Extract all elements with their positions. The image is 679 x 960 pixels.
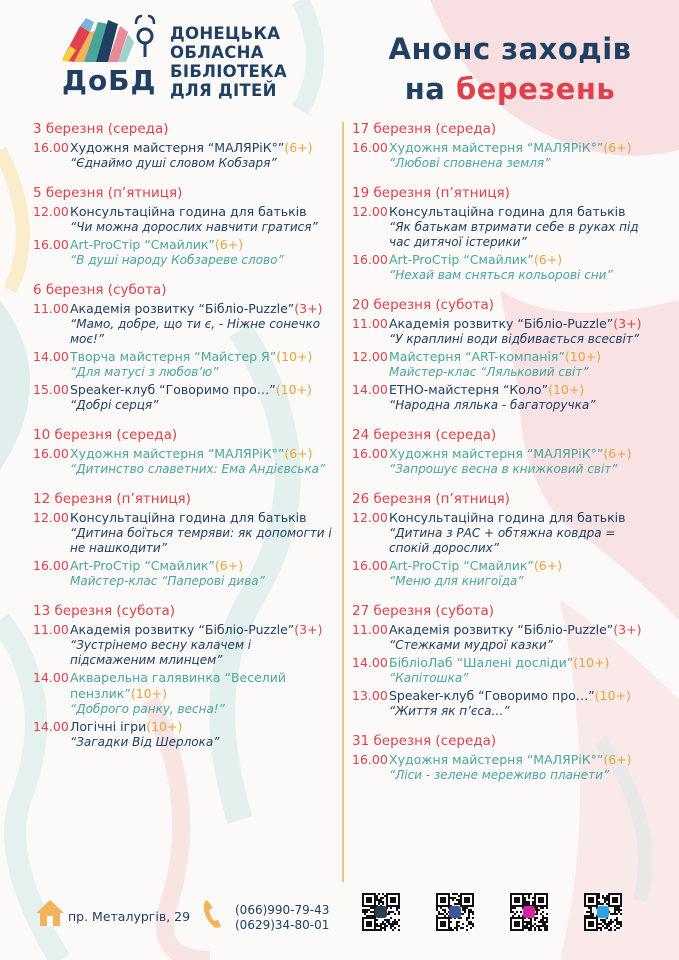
day-date: 27 березня (субота) (352, 603, 495, 619)
event-title: Логічні ігри (70, 719, 147, 734)
event-item (352, 316, 652, 347)
day-block (33, 603, 338, 750)
event-subtitle: “Мамо, добре, що ти є, - Ніжне сонечко моє!” (70, 317, 321, 346)
event-age: (6+) (533, 252, 563, 267)
day-block (352, 427, 652, 477)
event-time: 12.00 (352, 349, 388, 364)
event-item (352, 446, 652, 477)
day-date: 6 березня (субота) (33, 282, 167, 298)
event-title-line (389, 510, 652, 526)
event-title-line (70, 382, 338, 398)
event-time: 14.00 (352, 382, 388, 397)
day-date: 26 березня (п’ятниця) (352, 491, 510, 507)
event-age: (3+) (294, 622, 323, 637)
event-subtitle: “Ліси - зелене мереживо планети” (389, 768, 610, 782)
telegram-icon (597, 906, 609, 918)
day-block (33, 282, 338, 413)
phone-numbers (235, 903, 329, 933)
event-title-line (389, 446, 652, 462)
event-subtitle: “Чи можна дорослих навчити гратися” (70, 220, 318, 234)
event-title-line (70, 301, 338, 317)
event-time: 12.00 (352, 510, 388, 525)
event-title: Художня майстерня “МАЛЯРіК°” (389, 752, 604, 767)
event-time: 16.00 (352, 446, 388, 461)
event-item (352, 510, 652, 556)
qr-website-code[interactable] (362, 893, 400, 938)
event-time: 12.00 (33, 510, 69, 525)
subtitle-month: березень (455, 72, 616, 106)
event-item (352, 752, 652, 783)
event-title: Art-ProСтір “Смайлик” (389, 252, 534, 267)
day-date: 17 березня (середа) (352, 121, 497, 137)
event-title-line (70, 140, 338, 156)
logo-wordmark: ДоБД (62, 64, 157, 97)
event-time: 12.00 (352, 204, 388, 219)
event-age: (6+) (533, 558, 563, 573)
event-title: Акварельна галявинка “Веселий пензлик” (70, 670, 287, 701)
qr-facebook-code[interactable] (436, 893, 474, 938)
event-item (33, 510, 338, 556)
instagram-icon (523, 906, 535, 918)
event-title: Художня майстерня “МАЛЯРіК°” (70, 140, 285, 155)
event-title-line (70, 510, 338, 526)
phone-number[interactable]: (0629)34-80-01 (235, 918, 330, 932)
event-item (352, 622, 652, 653)
event-title: Консультаційна година для батьків (70, 204, 307, 219)
event-title: Академія розвитку “Бібліо-Puzzle” (389, 316, 614, 331)
event-title-line (70, 349, 338, 365)
address-text: пр. Металургів, 29 (68, 909, 191, 924)
library-name-line: ДОНЕЦЬКА (170, 24, 281, 43)
column-divider (342, 122, 344, 882)
event-title-line (70, 558, 338, 574)
event-title: Art-ProСтір “Смайлик” (70, 558, 215, 573)
event-time: 11.00 (33, 301, 69, 316)
event-title-line (389, 558, 652, 574)
day-block (33, 185, 338, 268)
event-item (33, 670, 338, 717)
event-title: ЕТНО-майстерня “Коло” (389, 382, 549, 397)
event-subtitle: “Дитина з РАС + обтяжна ковдра = спокій дорослих” (389, 526, 616, 555)
day-block (352, 297, 652, 413)
event-age: (6+) (603, 752, 632, 767)
event-item (33, 349, 338, 380)
event-age: (6+) (284, 446, 313, 461)
event-title: Академія розвитку “Бібліо-Puzzle” (70, 622, 295, 637)
day-block (33, 491, 338, 589)
event-title-line (389, 252, 652, 268)
page-subtitle (365, 72, 655, 106)
library-name-line: БІБЛІОТЕКА (170, 62, 287, 81)
event-item (33, 719, 338, 750)
day-block (352, 185, 652, 283)
event-age: (10+) (276, 349, 313, 364)
event-subtitle: Майстер-клас “Ляльковий світ” (389, 365, 589, 379)
event-title: Художня майстерня “МАЛЯРіК°” (389, 446, 604, 461)
event-subtitle: “Зустрінемо весну калачем і підсмаженим млинцем” (70, 638, 252, 667)
event-title: Консультаційна година для батьків (389, 204, 626, 219)
event-item (33, 446, 338, 477)
event-item (33, 382, 338, 413)
event-title: Художня майстерня “МАЛЯРіК°” (70, 446, 285, 461)
qr-telegram-code[interactable] (584, 893, 622, 938)
website-icon (375, 906, 387, 918)
event-title: БібліоЛаб “Шалені досліди” (389, 655, 574, 670)
event-title-line (389, 316, 652, 332)
event-item (352, 655, 652, 686)
event-title: Консультаційна година для батьків (70, 510, 307, 525)
event-time: 16.00 (352, 252, 388, 267)
event-time: 11.00 (352, 622, 388, 637)
day-block (33, 427, 338, 477)
day-block (352, 491, 652, 589)
event-subtitle: “Для матусі з любов’ю” (70, 365, 219, 379)
event-time: 16.00 (33, 237, 69, 252)
event-time: 16.00 (33, 140, 69, 155)
event-time: 14.00 (352, 655, 388, 670)
event-age: (6+) (603, 140, 632, 155)
event-age: (6+) (603, 446, 632, 461)
event-age: (6+) (214, 237, 244, 252)
event-subtitle: “Капітошка” (389, 671, 469, 685)
event-title-line (389, 204, 652, 220)
event-subtitle: “Любові сповнена земля” (389, 156, 551, 170)
schedule-right-column (352, 121, 652, 797)
event-item (352, 349, 652, 380)
qr-instagram-code[interactable] (510, 893, 548, 938)
event-title-line (70, 446, 338, 462)
event-title-line (70, 622, 338, 638)
event-age: (6+) (214, 558, 244, 573)
event-title: Академія розвитку “Бібліо-Puzzle” (70, 301, 295, 316)
event-subtitle: “Добрі серця” (70, 398, 159, 412)
event-subtitle: “Народна лялька - багаторучка” (389, 398, 596, 412)
phone-icon (202, 898, 224, 930)
event-subtitle: “В душі народу Кобзареве слово” (70, 253, 284, 267)
day-date: 3 березня (середа) (33, 121, 169, 137)
event-title: Консультаційна година для батьків (389, 510, 626, 525)
event-time: 11.00 (33, 622, 69, 637)
library-name-line: ОБЛАСНА (170, 43, 264, 62)
event-item (33, 558, 338, 589)
event-subtitle: “Дитина боїться темряви: як допомогти і не нашкодити” (70, 526, 332, 555)
event-title: Art-ProСтір “Смайлик” (70, 237, 215, 252)
day-block (352, 603, 652, 719)
event-time: 13.00 (352, 688, 388, 703)
day-block (352, 733, 652, 783)
event-subtitle: “Як батькам втримати себе в руках під час дитячої істерики” (389, 220, 639, 249)
event-title: Speaker-клуб “Говоримо про…” (389, 688, 595, 703)
event-subtitle: Майстер-клас “Паперові дива” (70, 574, 265, 588)
library-name-line: ДЛЯ ДІТЕЙ (170, 81, 277, 100)
event-age: (10+) (146, 719, 183, 734)
day-block (352, 121, 652, 171)
event-time: 14.00 (33, 719, 69, 734)
event-item (352, 140, 652, 171)
event-title-line (389, 688, 652, 704)
event-item (352, 688, 652, 719)
event-title-line (70, 719, 338, 735)
page-title: Анонс заходів (388, 32, 632, 66)
event-time: 16.00 (352, 558, 388, 573)
event-subtitle: “Загадки Від Шерлока” (70, 735, 220, 749)
event-item (352, 558, 652, 589)
event-title-line (389, 349, 652, 365)
event-time: 16.00 (352, 752, 388, 767)
event-subtitle: “Меню для книгоїда” (389, 574, 524, 588)
event-time: 11.00 (352, 316, 388, 331)
day-date: 19 березня (п’ятниця) (352, 185, 510, 201)
event-subtitle: “Нехай вам сняться кольорові сни” (389, 268, 613, 282)
event-title: Speaker-клуб “Говоримо про…” (70, 382, 276, 397)
event-title-line (389, 382, 652, 398)
event-subtitle: “Дитинство славетних: Ема Андієвська” (70, 462, 326, 476)
library-name (170, 24, 287, 100)
event-subtitle: “Доброго ранку, весна!” (70, 702, 225, 716)
day-date: 20 березня (субота) (352, 297, 495, 313)
event-age: (3+) (294, 301, 323, 316)
day-date: 24 березня (середа) (352, 427, 497, 443)
event-age: (10+) (275, 382, 312, 397)
day-block (33, 121, 338, 171)
event-title: Академія розвитку “Бібліо-Puzzle” (389, 622, 614, 637)
event-item (352, 252, 652, 283)
event-age: (3+) (613, 622, 642, 637)
day-date: 10 березня (середа) (33, 427, 178, 443)
facebook-icon (449, 906, 461, 918)
event-time: 16.00 (33, 446, 69, 461)
event-title: Art-ProСтір “Смайлик” (389, 558, 534, 573)
event-subtitle: “Стежками мудрої казки” (389, 638, 553, 652)
event-time: 14.00 (33, 670, 69, 685)
event-item (33, 204, 338, 235)
event-item (352, 204, 652, 250)
event-title-line (389, 655, 652, 671)
event-time: 16.00 (352, 140, 388, 155)
event-title-line (70, 237, 338, 253)
event-title-line (389, 140, 652, 156)
event-title-line (389, 622, 652, 638)
event-age: (10+) (594, 688, 631, 703)
event-title: Художня майстерня “МАЛЯРіК°” (389, 140, 604, 155)
day-date: 13 березня (субота) (33, 603, 176, 619)
event-age: (10+) (573, 655, 610, 670)
day-date: 12 березня (п’ятниця) (33, 491, 191, 507)
event-item (33, 622, 338, 668)
event-age: (10+) (564, 349, 602, 364)
event-item (33, 140, 338, 171)
event-item (352, 382, 652, 413)
day-date: 31 березня (середа) (352, 733, 497, 749)
event-title: Творча майстерня “Майстер Я” (70, 349, 277, 364)
event-subtitle: “Життя як п’єса…” (389, 704, 510, 718)
phone-number[interactable]: (066)990-79-43 (235, 903, 330, 917)
event-time: 14.00 (33, 349, 69, 364)
event-age: (6+) (284, 140, 313, 155)
event-age: (10+) (548, 382, 585, 397)
event-title-line (70, 204, 338, 220)
event-time: 16.00 (33, 558, 69, 573)
subtitle-prefix: на (404, 72, 456, 106)
event-item (33, 301, 338, 347)
event-time: 12.00 (33, 204, 69, 219)
event-subtitle: “У краплині води відбивається всесвіт” (389, 332, 640, 346)
event-item (33, 237, 338, 268)
day-date: 5 березня (п’ятниця) (33, 185, 183, 201)
event-title-line (389, 752, 652, 768)
event-title: Майстерня “ART-компанія” (389, 349, 565, 364)
schedule-left-column (33, 121, 338, 764)
event-time: 15.00 (33, 382, 69, 397)
event-subtitle: “Запрошує весна в книжковий світ” (389, 462, 618, 476)
event-age: (3+) (613, 316, 642, 331)
event-subtitle: “Єднаймо душі словом Кобзаря” (70, 156, 277, 170)
event-title-line (70, 670, 338, 702)
home-icon (35, 898, 65, 928)
event-age: (10+) (130, 686, 167, 701)
